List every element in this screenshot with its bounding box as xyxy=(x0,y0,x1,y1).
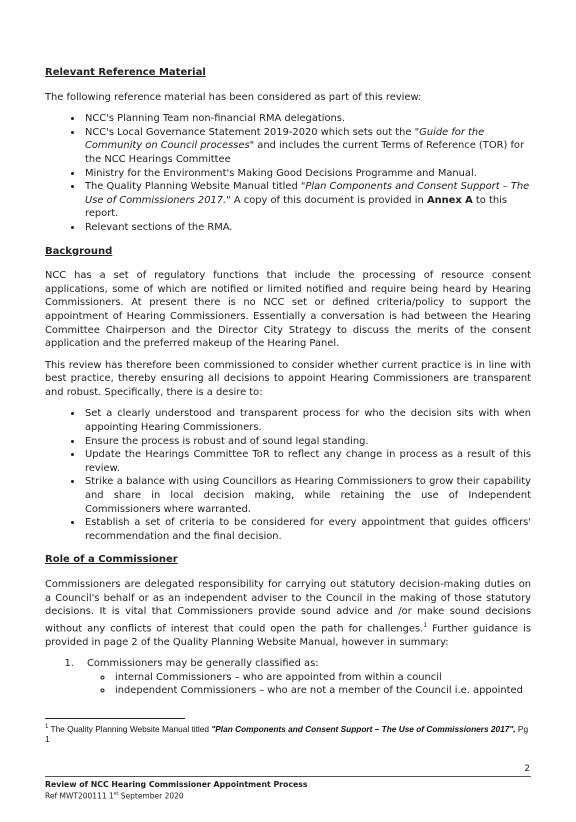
reference-item xyxy=(83,126,531,167)
commissioner-type-item: ◦ independent Commissioners – who are not a member of the Council i.e. appointed xyxy=(113,684,531,698)
reference-item: • NCC's Planning Team non-financial RMA delegations. xyxy=(83,112,531,126)
footnote-page: Pg 1 xyxy=(45,724,529,744)
reference-intro: The following reference material has been considered as part of this review: xyxy=(45,91,422,103)
reference-item: • Relevant sections of the RMA. xyxy=(83,221,531,235)
commissioner-list-text: Commissioners may be generally classified as: xyxy=(87,658,319,670)
annex-reference: Annex A xyxy=(426,194,473,206)
role-paragraph-text: Further guidance is provided in page 2 of the Quality Planning Website Manual, however in summary: xyxy=(45,623,531,648)
background-heading: Background xyxy=(45,245,113,257)
footer-title: Review of NCC Hearing Commissioner Appointment Process xyxy=(45,780,308,789)
objective-item: • Ensure the process is robust and of sound legal standing. xyxy=(83,435,531,449)
reference-item-text: A copy of this document is provided in xyxy=(230,194,427,206)
reference-item-title: "Guide for the Community on Council processes" xyxy=(85,126,485,152)
footer-reference xyxy=(45,791,184,801)
objective-item: • Establish a set of criteria to be considered for every appointment that guides officers' recommendation and the final decision. xyxy=(83,516,531,543)
objective-item: • Strike a balance with using Councillors as Hearing Commissioners to grow their capability and share in local decision making, while retaining the use of Independent Commissioners where warranted. xyxy=(83,475,531,516)
background-paragraph: This review has therefore been commissioned to consider whether current practice is in line with best practice, thereby ensuring all decisions to appoint Hearing Commissioners are transparent and robust. Specifically, there is a desire to: xyxy=(45,359,531,398)
commissioner-list-item xyxy=(77,657,531,698)
footer-ref-text: Ref MWT200111 1 xyxy=(45,791,114,801)
reference-item-title: "Plan Components and Consent Support – The Use of Commissioners 2017." xyxy=(85,181,530,206)
reference-item: • Ministry for the Environment's Making Good Decisions Programme and Manual. xyxy=(83,167,531,181)
background-paragraph: NCC has a set of regulatory functions that include the processing of resource consent applications, some of which are notified or limited notified and require being heard by Hearing Commissioners. At present there is no NCC set or defined criteria/policy to support the appointment of Hearing Commissioners. Essentially a conversation is had between the Hearing Committee Chairperson and the Director City Strategy to discuss the merits of the consent application and the preferred makeup of the Hearing Panel. xyxy=(45,270,531,350)
commissioner-list xyxy=(45,657,531,698)
footnote-text: The Quality Planning Website Manual titled xyxy=(48,724,212,734)
footnote-number: 1 xyxy=(45,724,49,731)
commissioner-types-list xyxy=(87,671,531,698)
commissioner-type-item: ◦ internal Commissioners – who are appointed from within a council xyxy=(113,671,531,685)
footer-ref-date: September 2020 xyxy=(118,791,184,801)
reference-item-text: to this report. xyxy=(85,194,508,220)
reference-item xyxy=(83,180,531,221)
footnote-marker[interactable]: 1 xyxy=(423,621,428,629)
reference-item-text: NCC's Local Governance Statement 2019-2020 which sets out the xyxy=(85,126,415,138)
footer-divider xyxy=(45,776,531,777)
page-body xyxy=(45,66,531,698)
reference-item-text: and includes the current Terms of Reference (TOR) for the NCC Hearings Committee xyxy=(85,140,525,165)
reference-item-text: The Quality Planning Website Manual titled xyxy=(85,181,301,193)
reference-heading: Relevant Reference Material xyxy=(45,67,206,78)
footnote-title: "Plan Components and Consent Support – The Use of Commissioners 2017", xyxy=(211,724,516,734)
footer-ref-ordinal: st xyxy=(113,791,119,797)
role-paragraph-text: Commissioners are delegated responsibility for carrying out statutory decision-making duties on a Council's behalf or as an independent adviser to the Council in the making of those statutory decisions. It is vital that Commissioners provide sound advice and /or make sound decisions without any conflicts of interest that could open the path for challenges. xyxy=(45,579,531,635)
footnote xyxy=(45,724,531,744)
page-number: 2 xyxy=(524,764,530,774)
objective-item: • Set a clearly understood and transparent process for who the decision sits with when appointing Hearing Commissioners. xyxy=(83,407,531,434)
objective-item: • Update the Hearings Committee ToR to reflect any change in process as a result of this review. xyxy=(83,448,531,475)
reference-list xyxy=(45,112,531,234)
role-heading: Role of a Commissioner xyxy=(45,554,178,566)
role-paragraph xyxy=(45,578,531,649)
objectives-list xyxy=(45,407,531,543)
footnote-divider xyxy=(45,718,185,719)
